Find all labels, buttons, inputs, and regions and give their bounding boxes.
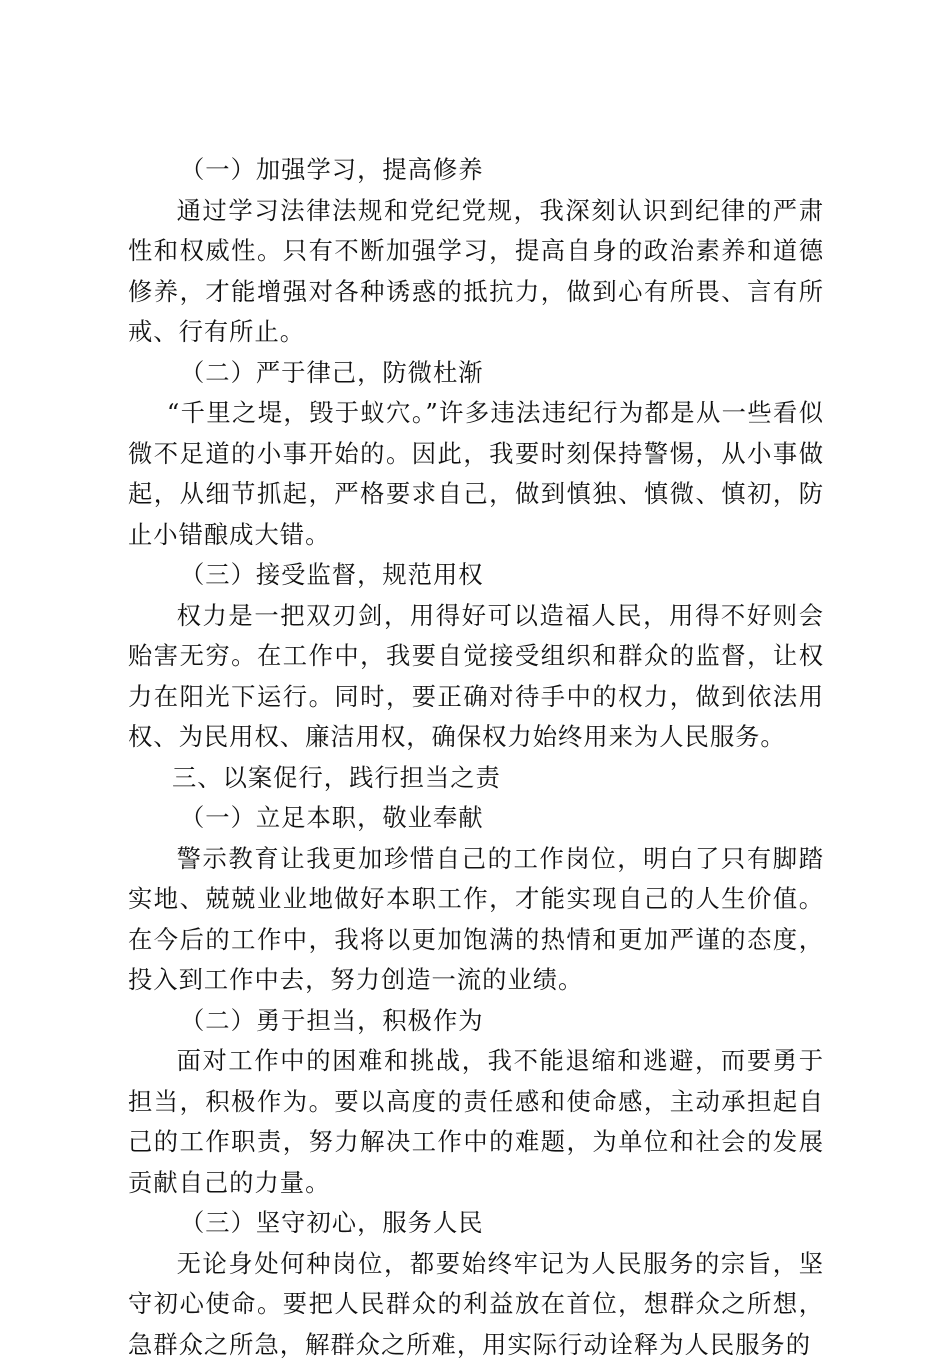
paragraph-supervision: 权力是一把双刃剑，用得好可以造福人民，用得不好则会贻害无穷。在工作中，我要自觉接受组织和群众的监督，让权力在阳光下运行。同时，要正确对待手中的权力，做到依法用权、为民用权、廉洁用权，确保权力始终用来为人民服务。 [128,596,824,758]
subheading-serve-people: （三）坚守初心，服务人民 [128,1203,824,1244]
subheading-dedication: （一）立足本职，敬业奉献 [128,798,824,839]
document-body [128,150,824,1365]
paragraph-learning: 通过学习法律法规和党纪党规，我深刻认识到纪律的严肃性和权威性。只有不断加强学习，提高自身的政治素养和道德修养，才能增强对各种诱惑的抵抗力，做到心有所畏、言有所戒、行有所止。 [128,191,824,353]
paragraph-dedication: 警示教育让我更加珍惜自己的工作岗位，明白了只有脚踏实地、兢兢业业地做好本职工作，才能实现自己的人生价值。在今后的工作中，我将以更加饱满的热情和更加严谨的态度，投入到工作中去，努力创造一流的业绩。 [128,839,824,1001]
subheading-responsibility: （二）勇于担当，积极作为 [128,1001,824,1042]
subheading-accept-supervision: （三）接受监督，规范用权 [128,555,824,596]
paragraph-serve-people: 无论身处何种岗位，都要始终牢记为人民服务的宗旨，坚守初心使命。要把人民群众的利益放在首位，想群众之所想，急群众之所急，解群众之所难，用实际行动诠释为人民服务的 [128,1244,824,1365]
subheading-strengthen-learning: （一）加强学习，提高修养 [128,150,824,191]
paragraph-responsibility: 面对工作中的困难和挑战，我不能退缩和逃避，而要勇于担当，积极作为。要以高度的责任感和使命感，主动承担起自己的工作职责，努力解决工作中的难题，为单位和社会的发展贡献自己的力量。 [128,1041,824,1203]
paragraph-self-discipline: “千里之堤，毁于蚁穴。”许多违法违纪行为都是从一些看似微不足道的小事开始的。因此，我要时刻保持警惕，从小事做起，从细节抓起，严格要求自己，做到慎独、慎微、慎初，防止小错酿成大错。 [128,393,824,555]
section-heading-three: 三、以案促行，践行担当之责 [128,758,824,799]
subheading-self-discipline: （二）严于律己，防微杜渐 [128,353,824,394]
